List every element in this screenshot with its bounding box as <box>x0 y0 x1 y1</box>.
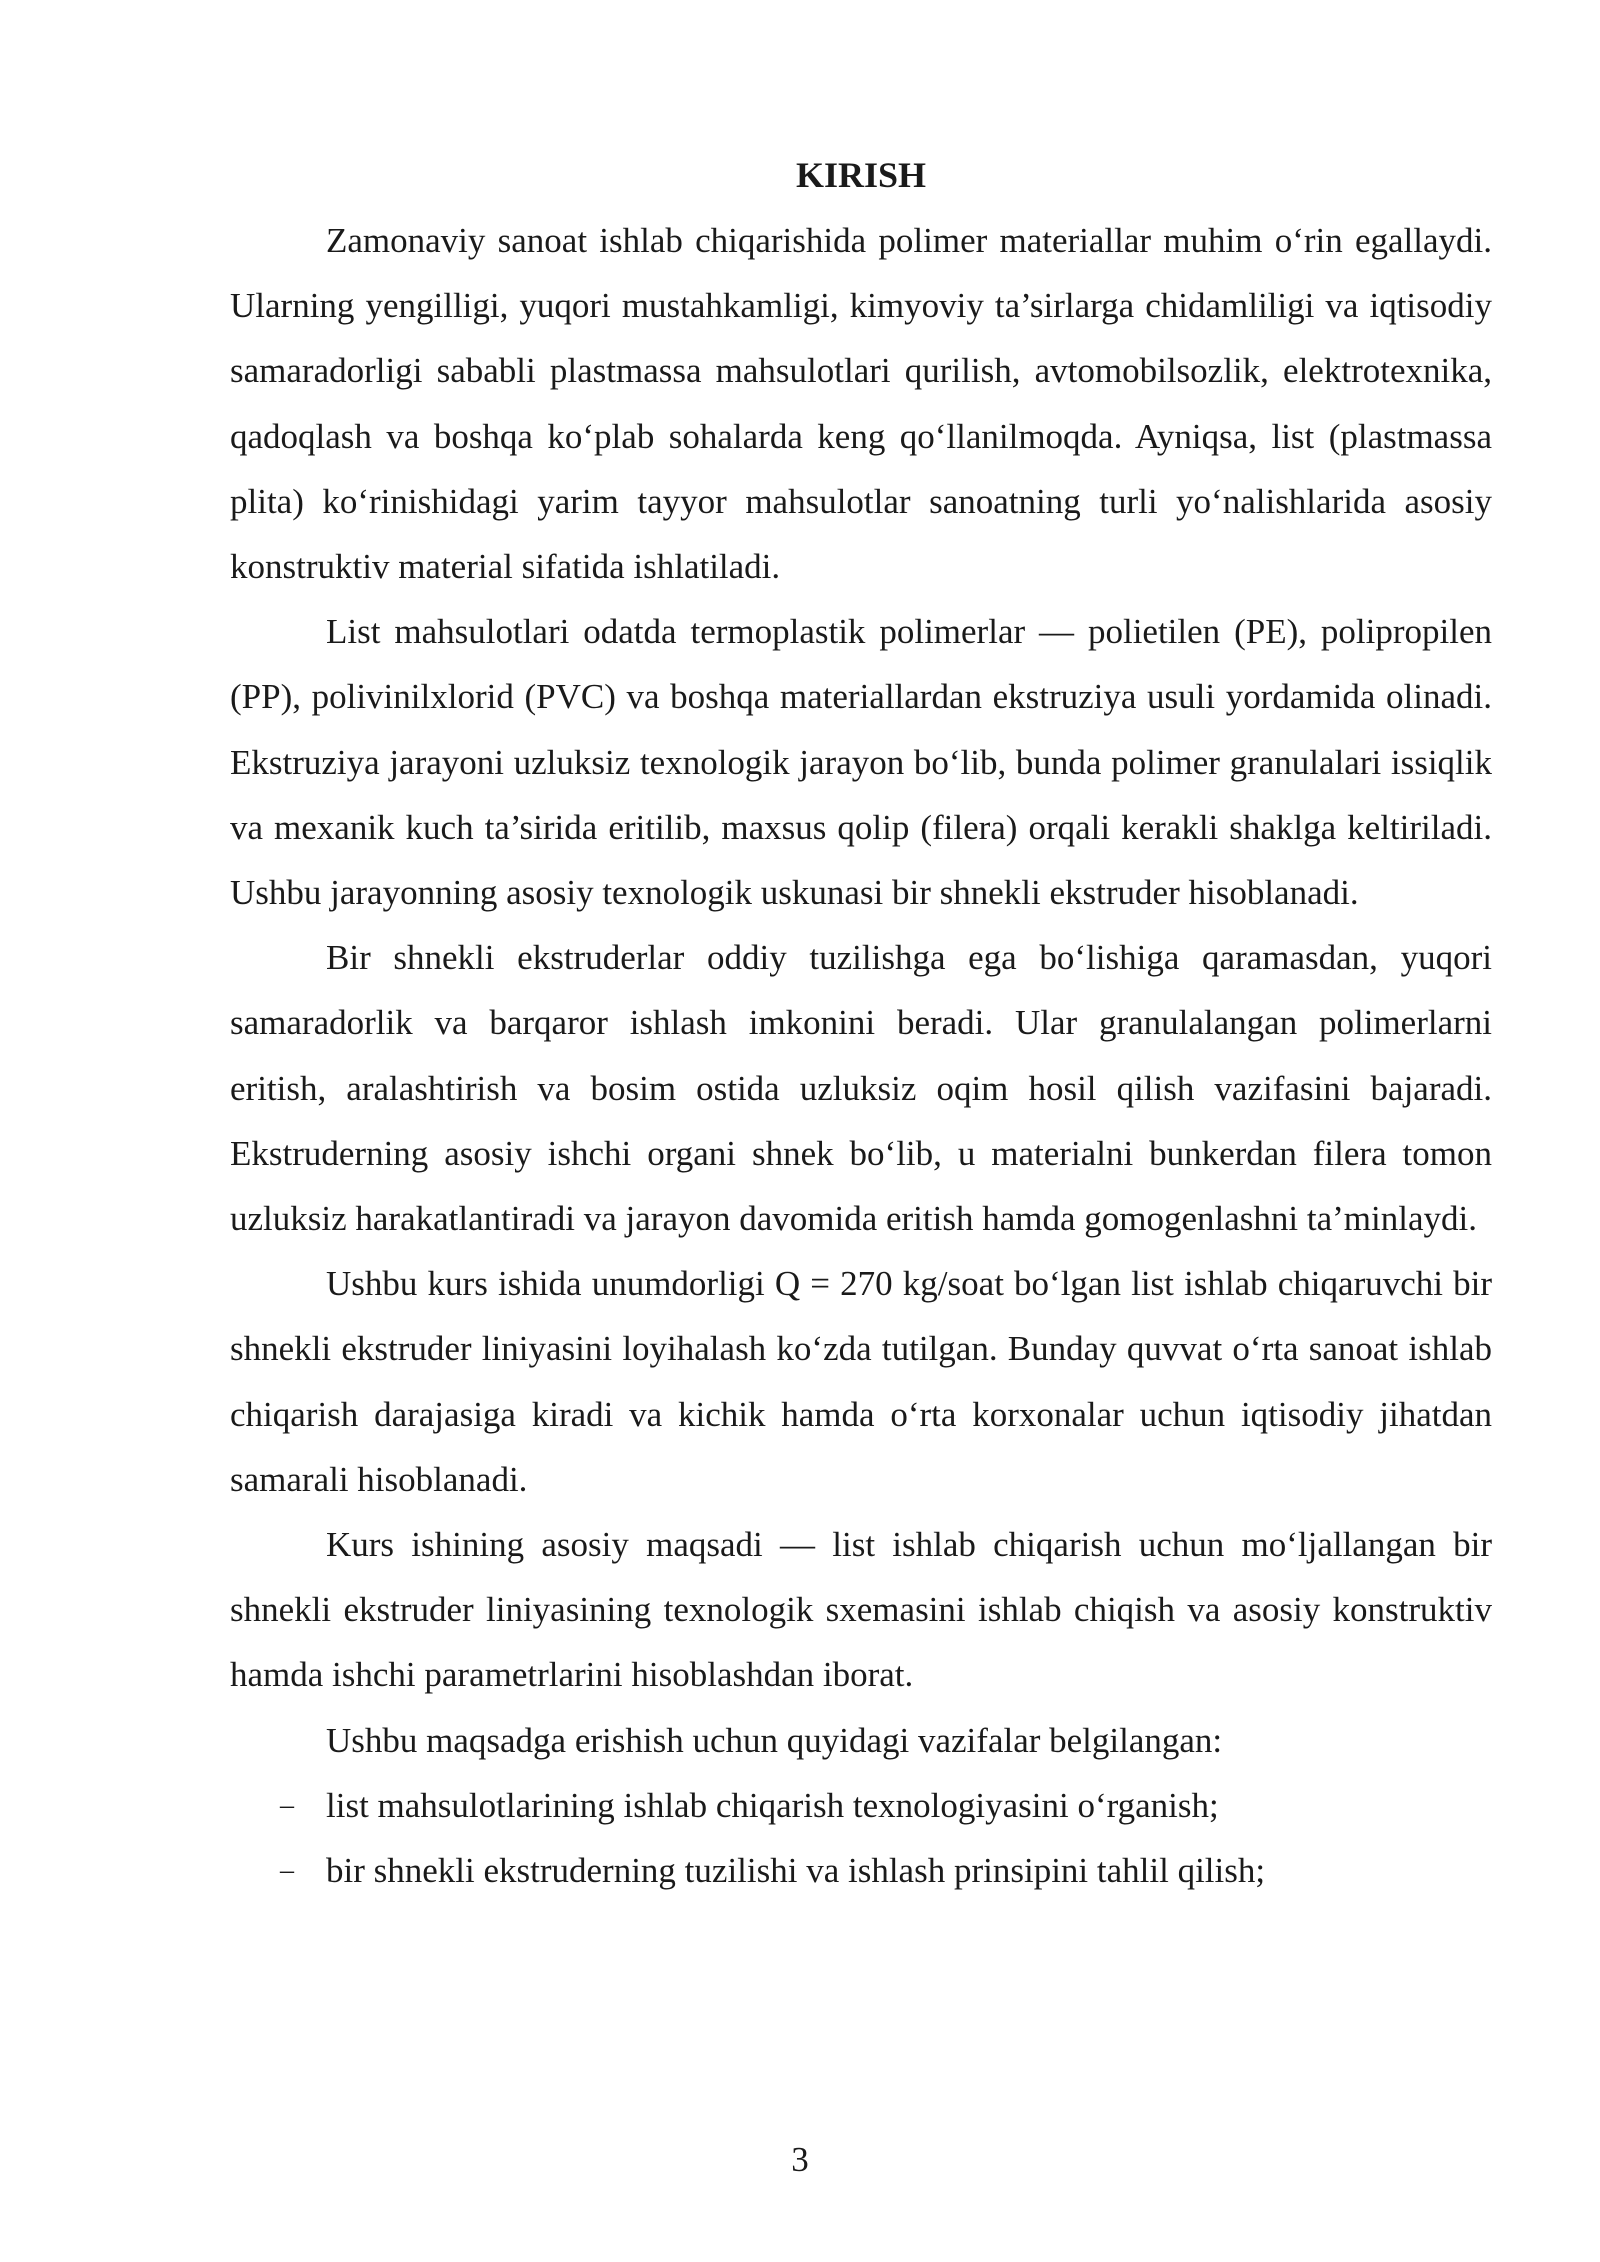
dash-bullet-icon: – <box>280 1855 294 1887</box>
list-item <box>230 1838 1492 1903</box>
section-title: KIRISH <box>795 155 927 195</box>
task-list <box>230 1773 1492 1903</box>
paragraph-5: Kurs ishining asosiy maqsadi — list ishlab chiqarish uchun mo‘ljallangan bir shnekli ekstruder liniyasining texnologik sxemasini ishlab chiqish va asosiy konstruktiv hamda ishchi parametrlarini hisoblashdan iborat. <box>230 1525 1492 1695</box>
list-item-text: list mahsulotlarining ishlab chiqarish texnologiyasini o‘rganish; <box>326 1785 1219 1825</box>
document-page <box>230 150 1492 1903</box>
paragraph-2: List mahsulotlari odatda termoplastik polimerlar — polietilen (PE), polipropilen (PP), polivinilxlorid (PVC) va boshqa materiallardan ekstruziya usuli yordamida olinadi. Ekstruziya jarayoni uzluksiz texnologik jarayon bo‘lib, bunda polimer granulalari issiqlik va mexanik kuch ta’sirida eritilib, maxsus qolip (filera) orqali kerakli shaklga keltiriladi. Ushbu jarayonning asosiy texnologik uskunasi bir shnekli ekstruder hisoblanadi. <box>230 612 1492 913</box>
paragraph-6: Ushbu maqsadga erishish uchun quyidagi vazifalar belgilangan: <box>326 1720 1223 1760</box>
paragraph-1: Zamonaviy sanoat ishlab chiqarishida polimer materiallar muhim o‘rin egallaydi. Ularning yengilligi, yuqori mustahkamligi, kimyoviy ta’sirlarga chidamliligi va iqtisodiy samaradorligi sababli plastmassa mahsulotlari qurilish, avtomobilsozlik, elektrotexnika, qadoqlash va boshqa ko‘plab sohalarda keng qo‘llanilmoqda. Ayniqsa, list (plastmassa plita) ko‘rinishidagi yarim tayyor mahsulotlar sanoatning turli yo‘nalishlarida asosiy konstruktiv material sifatida ishlatiladi. <box>230 221 1492 587</box>
paragraph-3: Bir shnekli ekstruderlar oddiy tuzilishga ega bo‘lishiga qaramasdan, yuqori samaradorlik va barqaror ishlash imkonini beradi. Ular granulalangan polimerlarni eritish, aralashtirish va bosim ostida uzluksiz oqim hosil qilish vazifasini bajaradi. Ekstruderning asosiy ishchi organi shnek bo‘lib, u materialni bunkerdan filera tomon uzluksiz harakatlantiradi va jarayon davomida eritish hamda gomogenlashni ta’minlaydi. <box>230 938 1492 1239</box>
page-number: 3 <box>791 2140 809 2179</box>
paragraph-4: Ushbu kurs ishida unumdorligi Q = 270 kg/soat bo‘lgan list ishlab chiqaruvchi bir shnekli ekstruder liniyasini loyihalash ko‘zda tutilgan. Bunday quvvat o‘rta sanoat ishlab chiqarish darajasiga kiradi va kichik hamda o‘rta korxonalar uchun iqtisodiy jihatdan samarali hisoblanadi. <box>230 1264 1492 1499</box>
list-item-text: bir shnekli ekstruderning tuzilishi va ishlash prinsipini tahlil qilish; <box>326 1851 1266 1891</box>
dash-bullet-icon: – <box>280 1789 294 1821</box>
list-item <box>230 1773 1492 1838</box>
